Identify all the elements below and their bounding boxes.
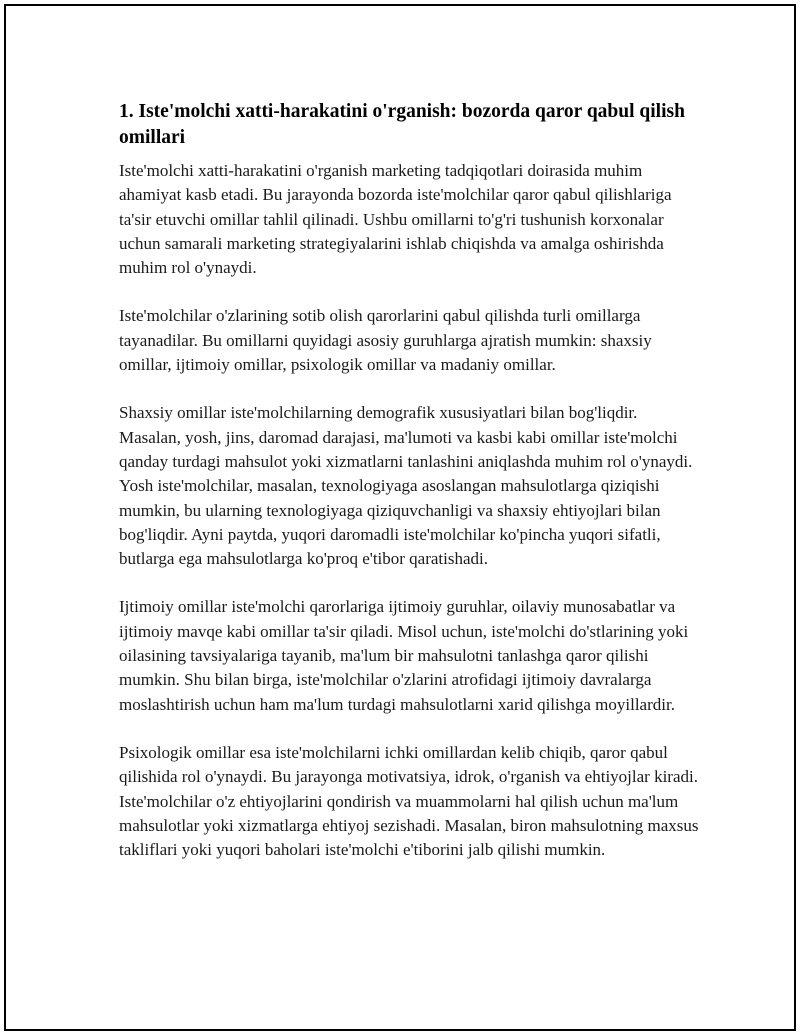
paragraph-intro: Iste'molchi xatti-harakatini o'rganish marketing tadqiqotlari doirasida muhim ahamiyat kasb etadi. Bu jarayonda bozorda iste'molchilar qaror qabul qilishlariga ta'sir etuvchi omillar tahlil qilinadi. Ushbu omillarni to'g'ri tushunish korxonalar uchun samarali marketing strategiyalarini ishlab chiqishda va amalga oshirishda muhim rol o'ynaydi. xyxy=(119,161,672,278)
page-frame xyxy=(4,4,796,1031)
paragraph-factor-groups: Iste'molchilar o'zlarining sotib olish qarorlarini qabul qilishda turli omillarga tayanadilar. Bu omillarni quyidagi asosiy guruhlarga ajratish mumkin: shaxsiy omillar, ijtimoiy omillar, psixologik omillar va madaniy omillar. xyxy=(119,306,652,375)
paragraph-personal-factors: Shaxsiy omillar iste'molchilarning demografik xususiyatlari bilan bog'liqdir. Masalan, yosh, jins, daromad darajasi, ma'lumoti va kasbi kabi omillar iste'molchi qanday turdagi mahsulot yoki xizmatlarni tanlashini aniqlashda muhim rol o'ynaydi. Yosh iste'molchilar, masalan, texnologiyaga asoslangan mahsulotlarga qiziqishi mumkin, bu ularning texnologiyaga qiziquvchanligi va shaxsiy ehtiyojlari bilan bog'liqdir. Ayni paytda, yuqori daromadli iste'molchilar ko'pincha yuqori sifatli, butlarga ega mahsulotlarga ko'proq e'tibor qaratishadi. xyxy=(119,403,693,569)
paragraph-psychological-factors: Psixologik omillar esa iste'molchilarni ichki omillardan kelib chiqib, qaror qabul qilishida rol o'ynaydi. Bu jarayonga motivatsiya, idrok, o'rganish va ehtiyojlar kiradi. Iste'molchilar o'z ehtiyojlarini qondirish va muammolarni hal qilish uchun ma'lum mahsulotlar yoki xizmatlarga ehtiyoj sezishadi. Masalan, biron mahsulotning maxsus takliflari yoki yuqori baholari iste'molchi e'tiborini jalb qilishi mumkin. xyxy=(119,742,699,860)
section-heading: 1. Iste'molchi xatti-harakatini o'rganish: bozorda qaror qabul qilish omillari xyxy=(119,101,685,148)
document-body xyxy=(119,99,703,886)
paragraph-social-factors: Ijtimoiy omillar iste'molchi qarorlariga ijtimoiy guruhlar, oilaviy munosabatlar va ijtimoiy mavqe kabi omillar ta'sir qiladi. Misol uchun, iste'molchi do'stlarining yoki oilasining tavsiyalariga tayanib, ma'lum bir mahsulotni tanlashga qaror qilishi mumkin. Shu bilan birga, iste'molchilar o'zlarini atrofidagi ijtimoiy davralarga moslashtirish uchun ham ma'lum turdagi mahsulotlarni xarid qilishga moyillardir. xyxy=(119,597,689,714)
